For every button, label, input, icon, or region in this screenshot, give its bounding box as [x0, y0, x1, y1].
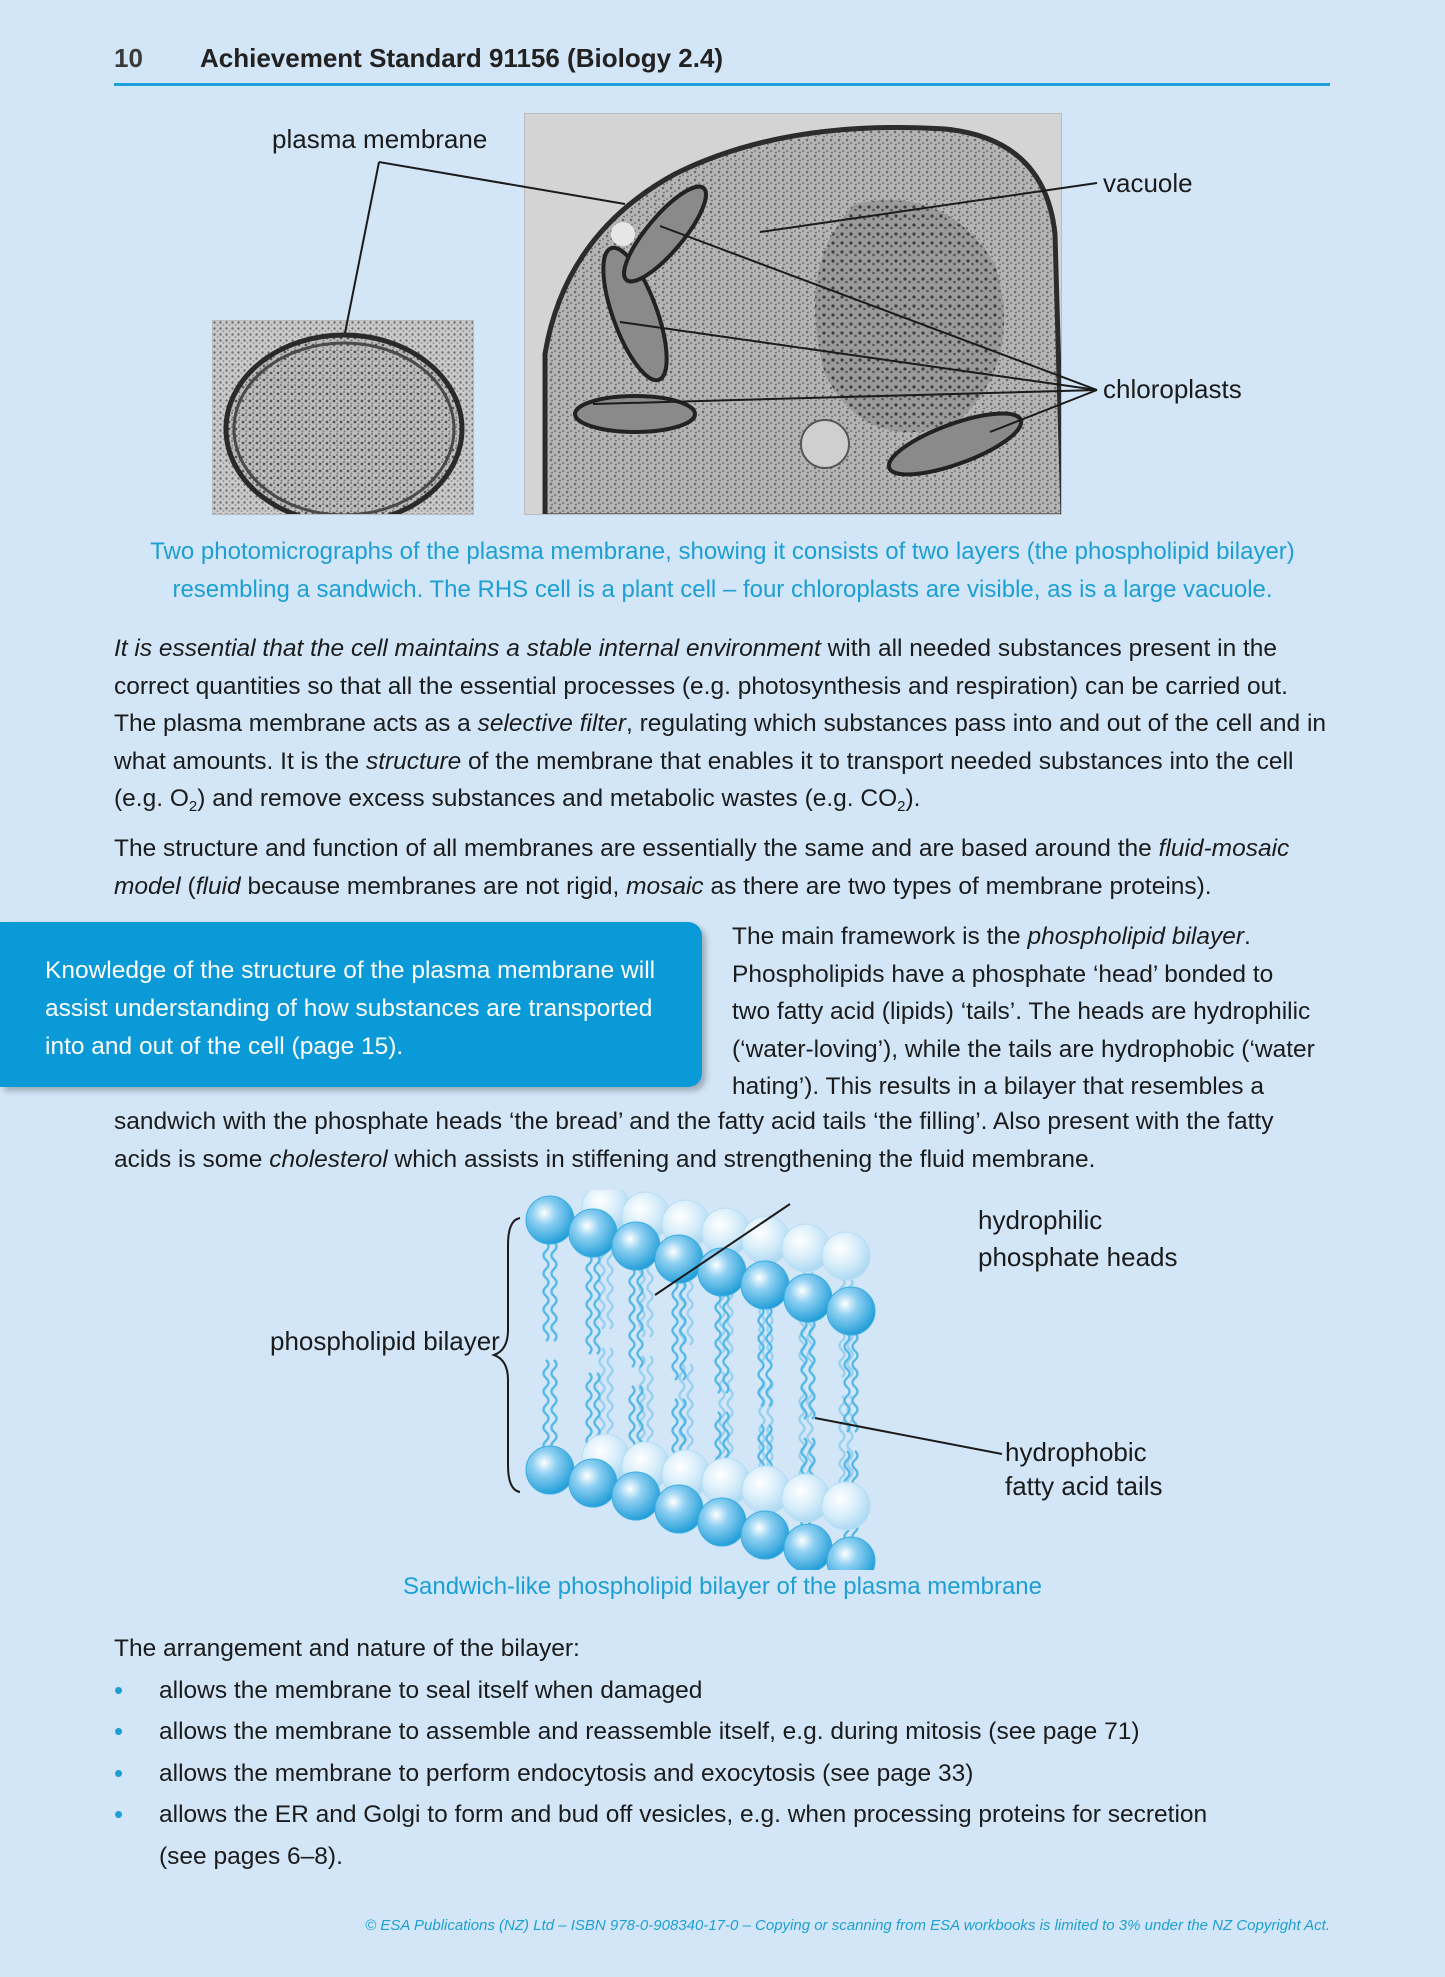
list-item-text: allows the membrane to perform endocytosis and exocytosis (see page 33) [159, 1759, 974, 1787]
label-tails-line2: fatty acid tails [1005, 1471, 1163, 1501]
phosphate-head [742, 1216, 790, 1264]
fatty-acid-tail [810, 1320, 815, 1419]
phosphate-head [526, 1446, 574, 1494]
para3-line5: hating’). This results in a bilayer that resembles a [732, 1073, 1264, 1100]
para3-rest-text: sandwich with the phosphate heads ‘the bread’ and the fatty acid tails ‘the filling’. Also present with the fatty acids is some [114, 1108, 1274, 1173]
phosphate-head [742, 1466, 790, 1514]
knowledge-callout [0, 922, 702, 1087]
phosphate-head [741, 1511, 789, 1559]
phosphate-head [698, 1248, 746, 1296]
label-vacuole: vacuole [1103, 168, 1193, 198]
paragraph-stable-environment [114, 630, 1334, 826]
callout-line2: assist understanding of how substances are transported [45, 995, 653, 1022]
para3-line1-text: The main framework is the [732, 923, 1028, 950]
phosphate-head [655, 1485, 703, 1533]
phosphate-head [784, 1274, 832, 1322]
para2-italic-1: fluid-mosaic model [114, 835, 1290, 900]
list-item-text: allows the ER and Golgi to form and bud off vesicles, e.g. when processing proteins for secretion (see pages 6–8). [159, 1801, 1208, 1870]
fatty-acid-tail [688, 1364, 693, 1454]
list-item [114, 1711, 1334, 1753]
label-tails-line1: hydrophobic [1005, 1437, 1147, 1467]
bullet-dot-icon: • [114, 1757, 124, 1788]
para3-rest-end: which assists in stiffening and strengthening the fluid membrane. [387, 1145, 1096, 1173]
para3-line1-italic: phospholipid bilayer [1027, 923, 1245, 950]
label-plasma-membrane: plasma membrane [272, 124, 488, 154]
phosphate-head [569, 1209, 617, 1257]
fatty-acid-tail [648, 1356, 653, 1446]
label-heads-line1: hydrophilic [978, 1205, 1103, 1235]
phosphate-head [782, 1224, 830, 1272]
fatty-acid-tail [640, 1356, 645, 1446]
para1-italic-1: It is essential that the cell maintains a stable internal environment [114, 635, 821, 662]
phosphate-head [741, 1261, 789, 1309]
fatty-acid-tail [630, 1268, 635, 1367]
fatty-acid-tail [600, 1348, 605, 1438]
fatty-acid-tail [544, 1360, 549, 1450]
label-heads-line2: phosphate heads [978, 1242, 1178, 1272]
para3-line2: Phospholipids have a phosphate ‘head’ bonded to [732, 960, 1274, 988]
list-item [114, 1794, 1214, 1877]
para2-italic-3: mosaic [626, 872, 704, 900]
para1-sub-2: 2 [897, 798, 906, 815]
fatty-acid-tail [853, 1333, 858, 1432]
phosphate-head [784, 1524, 832, 1570]
para3-line1-end: . [1244, 923, 1251, 950]
para3-line3: two fatty acid (lipids) ‘tails’. The heads are hydrophilic [732, 998, 1311, 1025]
para2-text-3: because membranes are not rigid, [240, 872, 627, 900]
list-intro: The arrangement and nature of the bilayer: [114, 1635, 580, 1662]
figure1-caption [120, 533, 1325, 609]
bilayer-properties-list [114, 1628, 1334, 1877]
fatty-acid-tail [608, 1348, 613, 1438]
list-item [114, 1670, 1334, 1712]
figure1-leader-lines [0, 0, 1445, 600]
figure1-caption-line2: resembling a sandwich. The RHS cell is a plant cell – four chloroplasts are visible, as is a large vacuole. [172, 576, 1273, 603]
copyright-footer: © ESA Publications (NZ) Ltd – ISBN 978-0-908340-17-0 – Copying or scanning from ESA workbooks is limited to 3% under the NZ Copyright Act. [365, 1917, 1330, 1934]
fatty-acid-tail [840, 1396, 845, 1486]
paragraph-fluid-mosaic [114, 830, 1334, 905]
fatty-acid-tail [544, 1242, 549, 1341]
phosphate-head [526, 1196, 574, 1244]
para1-italic-3: structure [365, 747, 462, 775]
fatty-acid-tail [724, 1294, 729, 1393]
bullet-dot-icon: • [114, 1716, 124, 1746]
fatty-acid-tail [552, 1242, 557, 1341]
list-item-text: allows the membrane to assemble and reassemble itself, e.g. during mitosis (see page 71) [159, 1718, 1140, 1745]
phosphate-heads [526, 1190, 875, 1570]
para2-text-2: ( [180, 872, 196, 900]
phosphate-head [612, 1222, 660, 1270]
callout-line1: Knowledge of the structure of the plasma membrane will [45, 957, 656, 984]
phosphate-head [698, 1498, 746, 1546]
para1-text-4: ) and remove excess substances and metabolic wastes (e.g. CO [197, 785, 898, 812]
para3-line1 [732, 918, 1337, 956]
paragraph-bilayer-column [732, 918, 1337, 1106]
para1-sub-1: 2 [188, 798, 198, 815]
phosphate-head [827, 1537, 875, 1570]
label-hydrophobic-tails [1005, 1435, 1163, 1503]
paragraph-bilayer-continued [114, 1103, 1334, 1178]
figure2-caption: Sandwich-like phospholipid bilayer of the plasma membrane [402, 1573, 1042, 1600]
phosphate-head [822, 1482, 870, 1530]
page-title: Achievement Standard 91156 (Biology 2.4) [200, 43, 724, 73]
phosphate-head [822, 1232, 870, 1280]
para2-text-4: as there are two types of membrane proteins). [703, 872, 1212, 900]
label-phospholipid-bilayer: phospholipid bilayer [270, 1326, 500, 1356]
fatty-acid-tail [802, 1320, 807, 1419]
para2-text-1: The structure and function of all membranes are essentially the same and are based around the [114, 835, 1159, 862]
figure1-caption-line1: Two photomicrographs of the plasma membrane, showing it consists of two layers (the phospholipid bilayer) [150, 538, 1295, 565]
fatty-acid-tail [673, 1281, 678, 1380]
bullet-dot-icon: • [114, 1799, 124, 1829]
label-chloroplasts: chloroplasts [1103, 374, 1242, 404]
fatty-acid-tail [716, 1294, 721, 1393]
para1-text-2: , regulating which substances pass into and out of the cell and in what amounts. It is the [114, 710, 1327, 775]
phosphate-head [782, 1474, 830, 1522]
para1-text-1: with all needed substances present in the correct quantities so that all the essential processes (e.g. photosynthesis and respiration) can be carried out. The plasma membrane acts as a [114, 635, 1288, 737]
page-number: 10 [114, 43, 143, 73]
phosphate-head [612, 1472, 660, 1520]
para1-text-3: of the membrane that enables it to transport needed substances into the cell (e.g. O [114, 747, 1294, 812]
list-item [114, 1753, 1334, 1795]
para2-italic-2: fluid [195, 872, 241, 900]
label-hydrophilic-heads [978, 1202, 1178, 1276]
para3-rest-italic: cholesterol [269, 1145, 388, 1173]
fatty-acid-tail [552, 1360, 557, 1450]
fatty-acid-tail [587, 1255, 592, 1354]
bullet-dot-icon: • [114, 1674, 124, 1705]
para3-line4: (‘water-loving’), while the tails are hydrophobic (‘water [732, 1035, 1315, 1063]
phosphate-head [655, 1235, 703, 1283]
list-item-text: allows the membrane to seal itself when damaged [159, 1676, 703, 1704]
fatty-acid-tail [595, 1255, 600, 1354]
callout-line3: into and out of the cell (page 15). [45, 1033, 404, 1060]
phosphate-head [569, 1459, 617, 1507]
para1-italic-2: selective filter [477, 710, 626, 737]
phosphate-head [827, 1287, 875, 1335]
para1-text-5: ). [905, 785, 921, 812]
